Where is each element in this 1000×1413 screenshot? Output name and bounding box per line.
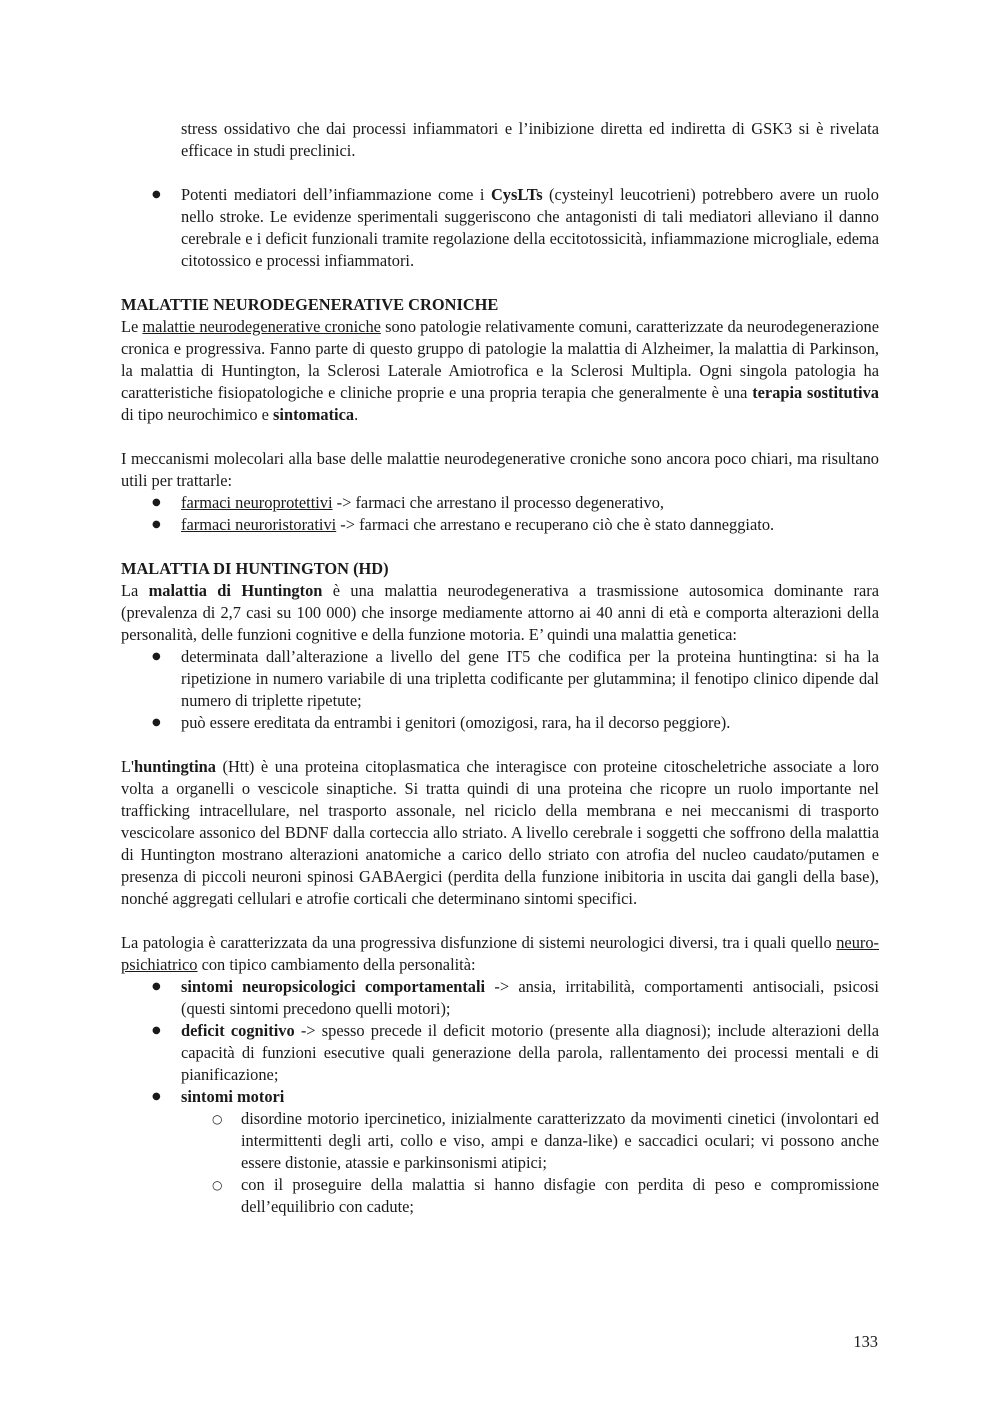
list-item: ● Potenti mediatori dell’infiammazione come i CysLTs (cysteinyl leucotrieni) potrebbero avere un ruolo nello stroke. Le evidenze sperimentali suggeriscono che antagonisti di tali mediatori alleviano il danno cerebrale e i deficit funzionali tramite regolazione della eccitotossicità, infiammazione microgliale, edema citotossico e processi infiammatori. bbox=[121, 184, 879, 272]
paragraph: L'huntingtina (Htt) è una proteina citoplasmatica che interagisce con proteine citoscheletriche associate a loro volta a organelli o vescicole sinaptiche. Si tratta quindi di una proteina che ricopre un ruolo importante nel trafficking intracellulare, nel trasporto assonale, nel riciclo della membrana e nei meccanismi di trasporto vescicolare assonico del BDNF dalla corteccia allo striato. A livello cerebrale i soggetti che soffrono della malattia di Huntington mostrano alterazioni anatomiche a carico dello striato con atrofia del nucleo caudato/putamen e presenza di piccoli neuroni spinosi GABAergici (perdita della funzione inibitoria in uscita dai gangli della base), nonché aggregati cellulari e atrofie corticali che determinano sintomi specifici. bbox=[121, 757, 879, 908]
page-content bbox=[121, 118, 879, 1218]
underlined-term: neuro-psichiatrico bbox=[121, 933, 879, 974]
paragraph: Le malattie neurodegenerative croniche sono patologie relativamente comuni, caratterizzate da neurodegenerazione cronica e progressiva. Fanno parte di questo gruppo di patologie la malattia di Alzheimer, la malattia di Parkinson, la malattia di Huntington, la Sclerosi Laterale Amiotrofica e la Sclerosi Multipla. Ogni singola patologia ha caratteristiche fisiopatologiche e cliniche proprie e una propria terapia che generalmente è una terapia sostitutiva di tipo neurochimico e sintomatica. bbox=[121, 317, 879, 424]
bold-term: huntingtina bbox=[133, 757, 216, 776]
list-item bbox=[121, 1086, 879, 1218]
motor-sublist bbox=[181, 1108, 879, 1218]
bold-term: CysLTs bbox=[490, 185, 543, 204]
bold-term: deficit cognitivo bbox=[181, 1021, 295, 1040]
page-number: 133 bbox=[853, 1332, 878, 1351]
list-item: ● può essere ereditata da entrambi i genitori (omozigosi, rara, ha il decorso peggiore). bbox=[121, 712, 879, 734]
paragraph: La patologia è caratterizzata da una progressiva disfunzione di sistemi neurologici diversi, tra i quali quello neuro-psichiatrico con tipico cambiamento della personalità: bbox=[121, 933, 879, 974]
section-heading: MALATTIA DI HUNTINGTON (HD) bbox=[121, 559, 389, 578]
bold-term: terapia sostitutiva bbox=[752, 383, 879, 402]
section-heading: MALATTIE NEURODEGENERATIVE CRONICHE bbox=[121, 295, 499, 314]
drug-list bbox=[121, 492, 879, 536]
list-item: ● sintomi neuropsicologici comportamentali -> ansia, irritabilità, comportamenti antisociali, psicosi (questi sintomi precedono quelli motori); bbox=[121, 976, 879, 1020]
sub-list-item: ○ disordine motorio ipercinetico, inizialmente caratterizzato da movimenti cinetici (involontari ed intermittenti degli arti, collo e viso, ampi e danza-like) e saccadici oculari; vi possono anche essere distonie, atassie e parkinsonismi atipici; bbox=[181, 1108, 879, 1174]
symptom-list bbox=[121, 976, 879, 1218]
paragraph: I meccanismi molecolari alla base delle malattie neurodegenerative croniche sono ancora poco chiari, ma risultano utili per trattarle: bbox=[121, 449, 879, 490]
list-item: ● farmaci neuroprotettivi -> farmaci che arrestano il processo degenerativo, bbox=[121, 492, 879, 514]
list-item: ● determinata dall’alterazione a livello del gene IT5 che codifica per la proteina huntingtina: si ha la ripetizione in numero variabile di una tripletta codificante per glutammina; il fenotipo clinico dipende dal numero di triplette ripetute; bbox=[121, 646, 879, 712]
underlined-term: malattie neurodegenerative croniche bbox=[142, 317, 381, 336]
bold-term: malattia di Huntington bbox=[148, 581, 323, 600]
bold-term: sintomatica bbox=[273, 405, 355, 424]
sub-list-item: ○ con il proseguire della malattia si hanno disfagie con perdita di peso e compromissione dell’equilibrio con cadute; bbox=[181, 1174, 879, 1218]
list-item: ● farmaci neuroristorativi -> farmaci che arrestano e recuperano ciò che è stato danneggiato. bbox=[121, 514, 879, 536]
underlined-term: farmaci neuroprotettivi bbox=[181, 493, 333, 512]
list-item: ● deficit cognitivo -> spesso precede il deficit motorio (presente alla diagnosi); include alterazioni della capacità di funzioni esecutive quali generazione della parola, rallentamento dei processi mentali e di pianificazione; bbox=[121, 1020, 879, 1086]
intro-bullet-list bbox=[121, 184, 879, 272]
genetic-list bbox=[121, 646, 879, 734]
paragraph-continuation: stress ossidativo che dai processi infiammatori e l’inibizione diretta ed indiretta di GSK3 si è rivelata efficace in studi preclinici. bbox=[181, 119, 879, 160]
bold-term: sintomi motori bbox=[181, 1087, 285, 1106]
underlined-term: farmaci neuroristorativi bbox=[181, 515, 337, 534]
paragraph: La malattia di Huntington è una malattia neurodegenerativa a trasmissione autosomica dominante rara (prevalenza di 2,7 casi su 100 000) che insorge mediamente attorno ai 40 anni di età e comporta alterazioni della personalità, delle funzioni cognitive e della funzione motoria. E’ quindi una malattia genetica: bbox=[121, 581, 880, 644]
bold-term: sintomi neuropsicologici comportamentali bbox=[181, 977, 486, 996]
